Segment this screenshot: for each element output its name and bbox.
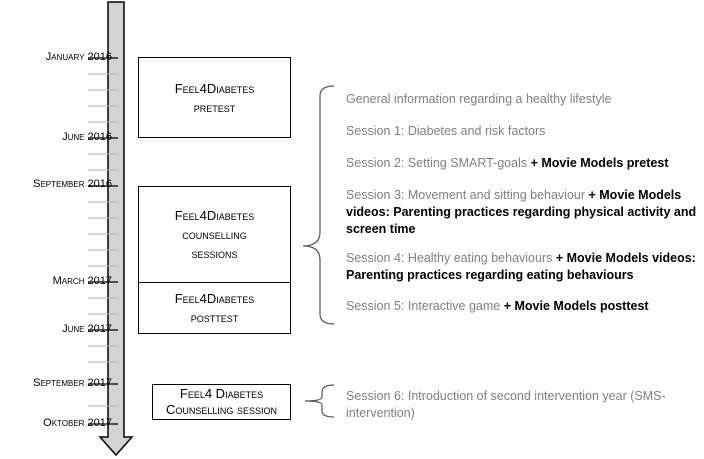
session-text: Session 5: Interactive game: [346, 299, 504, 313]
session-item: [346, 91, 704, 108]
session-item: [346, 155, 704, 172]
session-item: [346, 298, 704, 315]
session-bold-text: + Movie Models videos: Parenting practices regarding eating behaviours: [346, 251, 696, 282]
session-item: [346, 250, 704, 284]
session-text: Session 2: Setting SMART-goals: [346, 156, 531, 170]
date-label: June 2017: [62, 323, 112, 335]
posttest-box: [138, 282, 291, 334]
session6-brace: [305, 385, 334, 417]
session-item: [346, 388, 704, 422]
session-bold-text: + Movie Models videos: Parenting practices regarding physical activity and screen time: [346, 188, 697, 236]
box-line: Feel4Diabetes: [174, 208, 255, 223]
box-line: Feel4 Diabetes: [179, 386, 264, 401]
date-label: Oktober 2017: [43, 417, 112, 429]
box-line: pretest: [193, 99, 236, 115]
session-text: Session 1: Diabetes and risk factors: [346, 124, 546, 138]
pretest-box: [138, 57, 291, 138]
session-text: Session 3: Movement and sitting behaviour: [346, 188, 589, 202]
date-label: March 2017: [52, 275, 112, 287]
date-label: June 2016: [62, 131, 112, 143]
session-text: Session 6: Introduction of second intervention year (SMS-intervention): [346, 389, 666, 420]
date-label: January 2016: [45, 51, 112, 63]
session-item: [346, 123, 704, 140]
counselling-box: [138, 186, 291, 283]
date-label: September 2016: [33, 178, 112, 190]
box-line: Counselling session: [165, 402, 278, 417]
session-item: [346, 187, 704, 238]
box-line: counselling: [182, 227, 247, 242]
box-line: Feel4Diabetes: [174, 80, 255, 96]
session-text: Session 4: Healthy eating behaviours: [346, 251, 556, 265]
box-line: sessions: [191, 246, 238, 261]
box-line: posttest: [190, 310, 239, 325]
sessions-brace: [303, 86, 334, 324]
counselling-session-box: [152, 384, 291, 420]
session-bold-text: + Movie Models posttest: [503, 299, 649, 313]
date-label: September 2017: [33, 377, 112, 389]
box-line: Feel4Diabetes: [174, 291, 255, 306]
session-text: General information regarding a healthy lifestyle: [346, 92, 612, 106]
session-bold-text: + Movie Models pretest: [530, 156, 669, 170]
